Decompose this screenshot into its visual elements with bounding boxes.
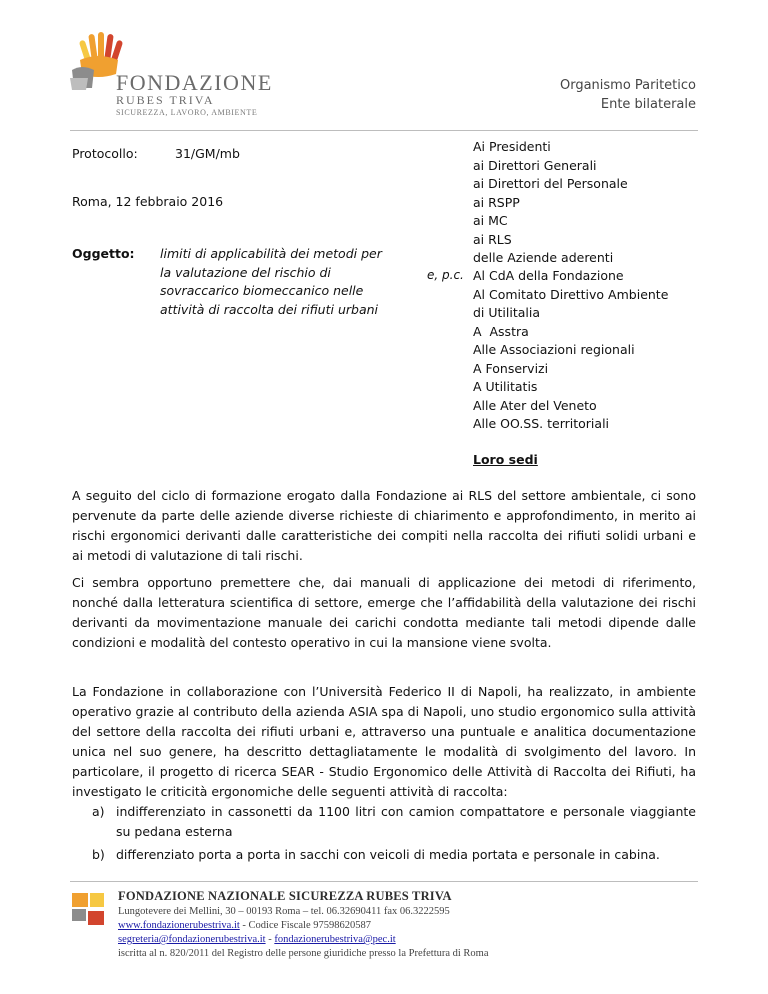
cc-recipient-item: Alle Ater del Veneto — [473, 397, 597, 413]
subject-line: attività di raccolta dei rifiuti urbani — [160, 301, 378, 317]
recipient-item: ai RLS — [473, 231, 512, 247]
cc-recipient-item: Al Comitato Direttivo Ambiente — [473, 286, 669, 302]
cc-recipient-item: Alle Associazioni regionali — [473, 342, 635, 357]
cc-recipient-item: A Fonservizi — [473, 360, 549, 376]
subject-line: limiti di applicabilità dei metodi per — [160, 246, 382, 261]
cc-recipient-item: A Asstra — [473, 323, 529, 339]
closing-loro-sedi: Loro sedi — [473, 452, 538, 467]
recipient-list — [473, 138, 628, 268]
recipient-item: Ai Presidenti — [473, 139, 551, 154]
footer-registry: iscritta al n. 820/2011 del Registro delle persone giuridiche presso la Prefettura di Roma — [118, 948, 489, 959]
logo-subname: RUBES TRIVA — [116, 93, 215, 107]
cc-recipient-item: Alle OO.SS. territoriali — [473, 416, 610, 431]
subject-text — [160, 245, 390, 319]
recipient-item: ai Direttori del Personale — [473, 176, 628, 191]
list-marker: a) — [92, 804, 105, 819]
footer-web-line — [118, 920, 371, 931]
subject-label: Oggetto: — [72, 246, 135, 261]
cc-recipient-item: A Utilitatis — [473, 379, 538, 394]
website-link[interactable]: www.fondazionerubestriva.it — [118, 920, 240, 931]
list-marker: b) — [92, 847, 105, 862]
org-type-line1: Organismo Paritetico — [559, 78, 696, 93]
fiscal-code: - Codice Fiscale 97598620587 — [239, 920, 372, 931]
email-separator: - — [265, 934, 275, 945]
body-paragraph-2: Ci sembra opportuno premettere che, dai manuali di applicazione dei metodi di riferimento, nonché dalla letteratura scientifica di settore, emerge che l’affidabilità della valutazione dei rischi derivanti da movimentazione manuale dei carichi condotta mediante tali metodi dipende dalle condizioni e modalità del contesto operativo in cui la mansione viene svolta. — [72, 575, 696, 650]
logo-tagline: SICUREZZA, LAVORO, AMBIENTE — [116, 108, 258, 117]
recipient-item: ai RSPP — [473, 194, 520, 210]
list-item — [92, 802, 696, 842]
footer-logo-icon — [72, 893, 108, 929]
footer-title: FONDAZIONE NAZIONALE SICUREZZA RUBES TRIVA — [118, 889, 452, 903]
header-divider — [70, 130, 698, 131]
cc-recipient-list — [473, 267, 668, 434]
cc-recipient-item: di Utilitalia — [473, 305, 541, 320]
list-text: indifferenziato in cassonetti da 1100 litri con camion compattatore e personale viaggiante su pedana esterna — [116, 804, 696, 839]
cc-label: e, p.c. — [427, 268, 464, 282]
subject-line: la valutazione del rischio di — [160, 264, 331, 280]
recipient-item: ai MC — [473, 213, 508, 228]
pec-email-link[interactable]: fondazionerubestriva@pec.it — [274, 934, 396, 945]
cc-recipient-item: Al CdA della Fondazione — [473, 268, 624, 283]
list-item — [92, 845, 696, 865]
org-type-line2: Ente bilaterale — [600, 97, 696, 112]
protocol-label: Protocollo: — [72, 146, 138, 161]
recipient-item: ai Direttori Generali — [473, 157, 597, 173]
letter-date: Roma, 12 febbraio 2016 — [72, 194, 224, 209]
footer-email-line — [118, 934, 396, 945]
footer-divider — [70, 881, 698, 882]
protocol-value: 31/GM/mb — [175, 146, 240, 161]
body-paragraph-1: A seguito del ciclo di formazione erogato dalla Fondazione ai RLS del settore ambientale, ci sono pervenute da parte delle aziende diverse richieste di chiarimento e approfondimento, in merito ai rischi ergonomici derivanti dalle caratteristiche dei compiti nella raccolta dei rifiuti solidi urbani e ai metodi di valutazione di tali rischi. — [72, 488, 696, 563]
body-paragraph-3: La Fondazione in collaborazione con l’Università Federico II di Napoli, ha realizzato, in ambiente operativo grazie al contributo della azienda ASIA spa di Napoli, uno studio ergonomico sulla attività del settore della raccolta dei rifiuti urbani e, attraverso una puntuale e analitica documentazione unica nel suo genere, ha descritto dettagliatamente le modalità di svolgimento del lavoro. In particolare, il progetto di ricerca SEAR - Studio Ergonomico delle Attività di Raccolta dei Rifiuti, ha investigato le criticità ergonomiche delle seguenti attività di raccolta: — [72, 684, 696, 799]
list-text: differenziato porta a porta in sacchi con veicoli di media portata e personale in cabina. — [116, 847, 660, 862]
recipient-item: delle Aziende aderenti — [473, 250, 614, 265]
email-link[interactable]: segreteria@fondazionerubestriva.it — [118, 934, 266, 945]
subject-line: sovraccarico biomeccanico nelle — [160, 283, 364, 298]
logo-name: FONDAZIONE — [116, 70, 273, 95]
footer-address: Lungotevere dei Mellini, 30 – 00193 Roma – tel. 06.32690411 fax 06.3222595 — [118, 906, 450, 917]
